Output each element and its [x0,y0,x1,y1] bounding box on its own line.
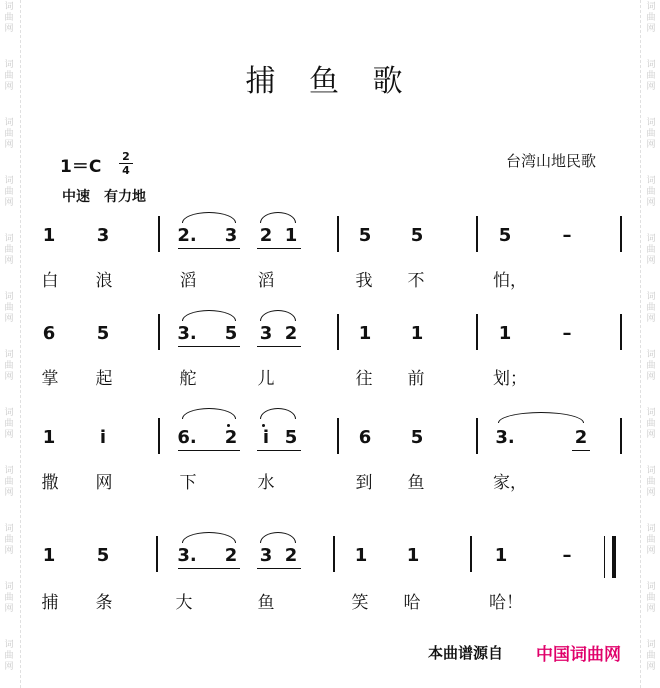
watermark-group: 词 曲 网 [4,350,14,382]
barline [476,216,478,252]
watermark-group: 词 曲 网 [646,60,656,92]
note: 3 [259,323,273,344]
watermark-group: 词 曲 网 [646,640,656,672]
slur [260,408,296,419]
note: 1 [498,323,512,344]
note: 1 [284,225,298,246]
lyric: 浪 [95,271,113,291]
watermark-group: 词 曲 网 [646,2,656,34]
final-barline-thin [604,536,605,578]
octave-dot [227,424,230,427]
note: 6 [358,427,372,448]
lyric: 儿 [257,369,275,389]
lyric: 哈！ [489,593,523,613]
note: 3. [177,545,197,566]
watermark-right [644,0,658,688]
barline [158,216,160,252]
time-signature [119,151,133,176]
barline [337,314,339,350]
time-sig-top: 2 [122,150,130,163]
note: 5 [224,323,238,344]
note: 3 [224,225,238,246]
note: 2 [259,225,273,246]
slur [260,212,296,223]
lyric: 捕 [41,593,59,613]
watermark-group: 词 曲 网 [4,408,14,440]
watermark-group: 词 曲 网 [646,408,656,440]
note: 5 [96,323,110,344]
watermark-group: 词 曲 网 [646,582,656,614]
lyric: 白 [41,271,59,291]
watermark-group: 词 曲 网 [4,60,14,92]
song-title: 捕 鱼 歌 [245,64,415,99]
lyric: 我 [355,271,373,291]
note: i [262,427,270,448]
slur [498,412,584,423]
footer-brand-link[interactable]: 中国词曲网 [536,645,621,665]
lyric: 笑 [351,593,369,613]
lyric: 起 [95,369,113,389]
lyric: 怕， [493,271,527,291]
watermark-group: 词 曲 网 [646,234,656,266]
edge-line-left [20,0,21,688]
underline-beam [257,346,301,347]
note: 5 [96,545,110,566]
lyric: 往 [355,369,373,389]
lyric: 网 [95,473,113,493]
lyric: 滔 [257,271,275,291]
note: 2 [224,545,238,566]
underline-beam [178,450,240,451]
edge-line-right [640,0,641,688]
lyric: 水 [257,473,275,493]
lyric: 到 [355,473,373,493]
lyric: 家， [493,473,527,493]
watermark-group: 词 曲 网 [4,118,14,150]
watermark-group: 词 曲 网 [4,176,14,208]
lyric: 鱼 [257,593,275,613]
note: 6 [42,323,56,344]
note: – [562,545,572,566]
slur [182,408,236,419]
song-origin: 台湾山地民歌 [506,152,597,170]
note: 5 [498,225,512,246]
note: 3 [96,225,110,246]
lyric: 掌 [41,369,59,389]
barline [620,216,622,252]
barline [620,314,622,350]
note: 5 [358,225,372,246]
tempo-marking: 中速 有力地 [62,189,146,205]
underline-beam [178,346,240,347]
watermark-group: 词 曲 网 [646,466,656,498]
slur [182,310,236,321]
note: 1 [358,323,372,344]
watermark-group: 词 曲 网 [4,524,14,556]
barline [337,216,339,252]
barline [620,418,622,454]
slur [182,212,236,223]
note: i [99,427,107,448]
octave-dot [262,424,265,427]
note: 3. [495,427,515,448]
watermark-group: 词 曲 网 [646,118,656,150]
barline [476,418,478,454]
note: 1 [42,545,56,566]
watermark-group: 词 曲 网 [4,234,14,266]
note: 1 [406,545,420,566]
barline [470,536,472,572]
note: 2. [177,225,197,246]
slur [260,532,296,543]
lyric: 鱼 [407,473,425,493]
watermark-group: 词 曲 网 [646,292,656,324]
watermark-group: 词 曲 网 [646,176,656,208]
slur [182,532,236,543]
watermark-group: 词 曲 网 [4,292,14,324]
watermark-group: 词 曲 网 [4,466,14,498]
barline [333,536,335,572]
note: 3. [177,323,197,344]
note: 1 [42,427,56,448]
watermark-left [2,0,16,688]
barline [476,314,478,350]
barline [156,536,158,572]
watermark-group: 词 曲 网 [4,2,14,34]
note: 2 [224,427,238,448]
final-barline-thick [612,536,616,578]
lyric: 划； [493,369,527,389]
note: 2 [284,323,298,344]
underline-beam [178,568,240,569]
underline-beam [178,248,240,249]
note: 2 [284,545,298,566]
watermark-group: 词 曲 网 [4,582,14,614]
lyric: 大 [175,593,193,613]
lyric: 滔 [179,271,197,291]
time-sig-bottom: 4 [122,164,130,177]
lyric: 哈 [403,593,421,613]
footer-source-label: 本曲谱源自 [428,644,504,662]
lyric: 前 [407,369,425,389]
lyric: 舵 [179,369,197,389]
lyric: 条 [95,593,113,613]
note: – [562,323,572,344]
note: 2 [574,427,588,448]
underline-beam [257,568,301,569]
underline-beam [257,450,301,451]
note: 1 [410,323,424,344]
note: 1 [42,225,56,246]
barline [158,314,160,350]
note: 1 [354,545,368,566]
note: 5 [410,427,424,448]
slur [260,310,296,321]
lyric: 不 [407,271,425,291]
underline-beam [572,450,590,451]
note: 5 [410,225,424,246]
watermark-group: 词 曲 网 [646,350,656,382]
note: – [562,225,572,246]
barline [337,418,339,454]
note: 5 [284,427,298,448]
note: 1 [494,545,508,566]
lyric: 下 [179,473,197,493]
lyric: 撒 [41,473,59,493]
watermark-group: 词 曲 网 [646,524,656,556]
barline [158,418,160,454]
underline-beam [257,248,301,249]
key-signature: 1＝C [60,157,102,177]
note: 3 [259,545,273,566]
watermark-group: 词 曲 网 [4,640,14,672]
note: 6. [177,427,197,448]
